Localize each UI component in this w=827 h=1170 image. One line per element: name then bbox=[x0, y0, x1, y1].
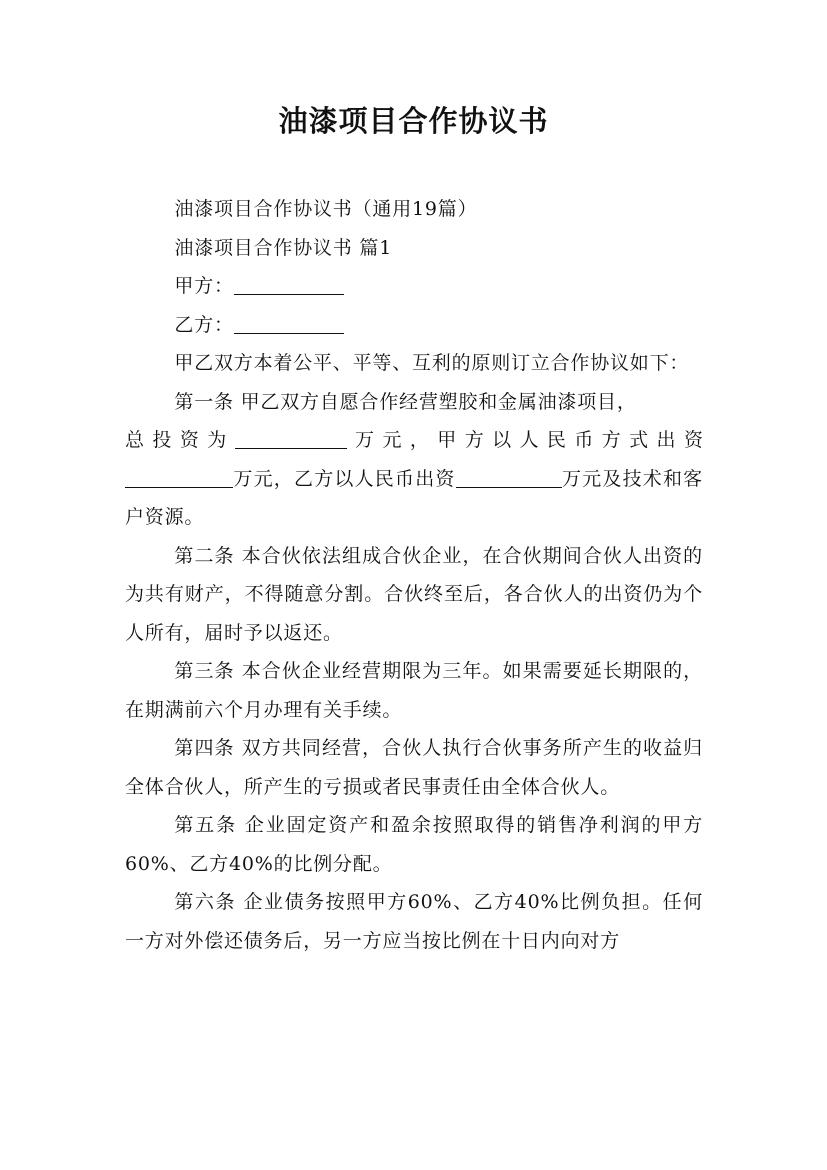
document-title: 油漆项目合作协议书 bbox=[278, 104, 549, 138]
party-b-investment-blank bbox=[456, 468, 562, 488]
article-1-text-2b: 万元，甲方以人民币方式出资 bbox=[346, 429, 703, 451]
article-1-line-2 bbox=[125, 421, 703, 460]
party-b-line bbox=[125, 306, 703, 345]
article-2: 第二条 本合伙依法组成合伙企业，在合伙期间合伙人出资的为共有财产，不得随意分割。合伙终至后，各合伙人的出资仍为个人所有，届时予以返还。 bbox=[125, 544, 703, 644]
intro-paragraph: 甲乙双方本着公平、平等、互利的原则订立合作协议如下： bbox=[174, 352, 690, 374]
article-1-line-3 bbox=[125, 460, 703, 537]
article-5: 第五条 企业固定资产和盈余按照取得的销售净利润的甲方60%、乙方40%的比例分配。 bbox=[125, 814, 703, 875]
article-1-text-3a: 万元，乙方以人民币出资 bbox=[233, 467, 456, 490]
party-a-label: 甲方： bbox=[174, 275, 234, 297]
article-1 bbox=[125, 383, 703, 537]
party-a-line bbox=[125, 267, 703, 306]
section-heading: 油漆项目合作协议书 篇1 bbox=[174, 236, 393, 259]
article-1-text-3b: 万元及技术和客户资源。 bbox=[125, 467, 703, 528]
party-a-investment-blank bbox=[125, 468, 233, 488]
total-investment-blank bbox=[235, 429, 347, 449]
article-3: 第三条 本合伙企业经营期限为三年。如果需要延长期限的，在期满前六个月办理有关手续。 bbox=[125, 660, 703, 721]
article-1-line-1: 第一条 甲乙双方自愿合作经营塑胶和金属油漆项目， bbox=[174, 390, 637, 413]
article-1-text-2a: 总投资为 bbox=[125, 429, 235, 451]
party-b-blank bbox=[234, 314, 344, 334]
party-a-blank bbox=[234, 275, 344, 295]
party-b-label: 乙方： bbox=[174, 313, 234, 336]
article-4: 第四条 双方共同经营，合伙人执行合伙事务所产生的收益归全体合伙人，所产生的亏损或者民事责任由全体合伙人。 bbox=[125, 737, 703, 798]
document-body bbox=[125, 190, 703, 960]
subtitle: 油漆项目合作协议书（通用19篇） bbox=[174, 198, 478, 220]
article-6: 第六条 企业债务按照甲方60%、乙方40%比例负担。任何一方对外偿还债务后，另一方应当按比例在十日内向对方 bbox=[125, 891, 703, 952]
